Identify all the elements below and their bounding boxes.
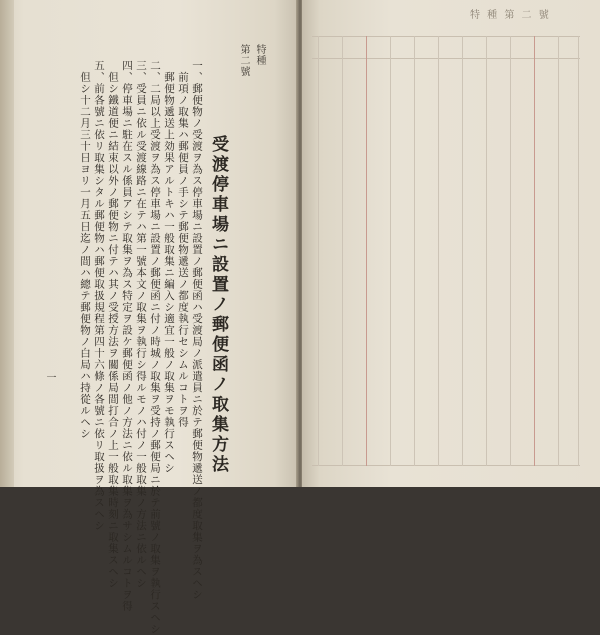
- ledger-rule: [312, 36, 580, 37]
- header-number: 第二號: [238, 44, 249, 77]
- body-line: 五、前各號ニ依リ取集シタル郵便物ハ郵便取扱規程第四十六條ノ各號ニ依リ取扱ヲ為スヘシ: [93, 60, 105, 532]
- body-line: 郵便物遞送上効果アルトキハ一般取集ニ編入シ適宜一般ノ取集ヲモ執行スヘシ: [163, 60, 175, 474]
- page-title: 受渡停車場ニ設置ノ郵便函ノ取集方法: [208, 135, 228, 475]
- ledger-rule: [312, 58, 580, 59]
- ledger-rule: [312, 465, 580, 466]
- ledger-column-line: [390, 36, 391, 466]
- ledger-column-line: [414, 36, 415, 466]
- ledger-column-line: [578, 36, 579, 466]
- ledger-column-line: [366, 36, 367, 466]
- ledger-column-line: [534, 36, 535, 466]
- ledger-column-line: [342, 36, 343, 466]
- page-edge: [0, 0, 14, 487]
- ledger-column-line: [510, 36, 511, 466]
- body-line: 三、受員ニ依ル受渡線路ニ在テハ第一號本文ノ取集ヲ執行シ得ルモノハ付ノ一般取集ノ方法ニ依ルヘシ: [135, 60, 147, 589]
- body-line: 一、郵便物ノ受渡ヲ為ス停車場ニ設置ノ郵便函ハ受渡局ノ派遣員ニ於テ郵便物遞送ノ都度取集ヲ為スヘシ: [191, 60, 203, 601]
- ledger-column-line: [462, 36, 463, 466]
- ledger-column-line: [438, 36, 439, 466]
- left-page: [0, 0, 298, 635]
- body-line: 但シ十二月三十日ヨリ一月五日迄ノ間ハ總テ郵便物ノ白局ハ持從ルヘシ: [79, 60, 91, 440]
- right-page-header: 特 種 第 二 號: [470, 10, 551, 21]
- header-category: 特種: [254, 44, 265, 66]
- body-line: 二、二局以上受渡ヲ為ス停車場ニ設置ノ郵便函ニ付ノ時城ノ取集ヲ受持ノ郵便局ニ於テ前號ノ取集ヲ執行スヘシ: [149, 60, 161, 635]
- ledger-column-line: [558, 36, 559, 466]
- ledger-column-line: [486, 36, 487, 466]
- body-line: 四、停車場ニ駐在スル係員アシテ取集ヲ為ス特定ヲ設ケ郵便函ノ他ノ方法ニ依ル取集ヲ為サシムルコトヲ得: [121, 60, 133, 612]
- page-number: 一: [44, 372, 55, 383]
- ledger-grid: [312, 36, 580, 466]
- ledger-column-line: [318, 36, 319, 466]
- body-line: 前項ノ取集ハ郵便員ノ手シテ郵便物遞送ノ都度執行セシムルコトヲ得: [177, 60, 189, 428]
- body-line: 但シ鐵道便ニ結束以外ノ郵便物ニ付テハ其ノ受授方法ヲ關係局間打合ノ上一般取集時刻ニ取集スヘシ: [107, 60, 119, 589]
